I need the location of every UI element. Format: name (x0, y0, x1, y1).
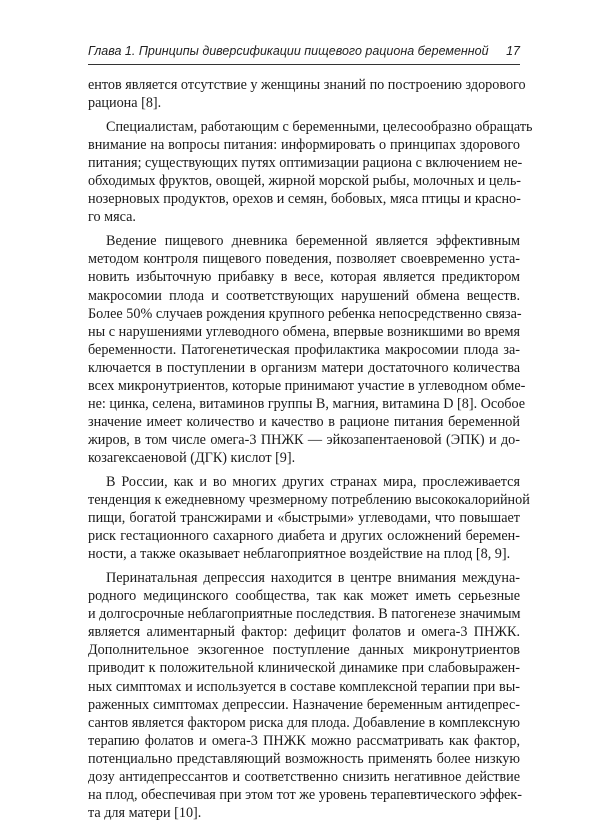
text-line: новить избыточную прибавку в весе, которая является предиктором (88, 269, 520, 286)
chapter-title: Глава 1. Принципы диверсификации пищевого рациона беременной (88, 44, 489, 58)
text-line: раженных симптомах депрессии. Назначение беременным антидепрес- (88, 696, 520, 713)
text-line: козагексаеновой (ДГК) кислот [9]. (88, 449, 296, 466)
text-line: Более 50% случаев рождения крупного ребенка непосредственно связа- (88, 305, 522, 322)
text-line: всех микронутриентов, которые принимают участие в углеводном обме- (88, 377, 526, 394)
running-header (88, 44, 520, 58)
text-line: макросомии плода и соответствующих нарушений обмена веществ. (88, 287, 520, 304)
text-line: внимание на вопросы питания: информировать о принципах здорового (88, 137, 520, 154)
text-line: та для матери [10]. (88, 804, 202, 821)
text-line: ны с нарушениями углеводного обмена, впервые возникшими во время (88, 323, 520, 340)
text-line: не: цинка, селена, витаминов группы B, магния, витамина D [8]. Особое (88, 395, 526, 412)
text-line: является алиментарный фактор: дефицит фолатов и омега-3 ПНЖК. (88, 624, 520, 641)
paragraph (88, 473, 530, 563)
text-line: терапию фолатов и омега-3 ПНЖК можно рассматривать как фактор, (88, 732, 520, 749)
paragraph (88, 118, 533, 226)
text-line: приводит к положительной клинической динамике при слабовыражен- (88, 660, 520, 677)
text-line: на плод, обеспечивая при этом тот же уровень терапевтического эффек- (88, 786, 522, 803)
text-line: Специалистам, работающим с беременными, целесообразно обращать (106, 119, 533, 136)
text-line: беременности. Патогенетическая профилактика макросомии плода за- (88, 341, 520, 358)
paragraph (88, 569, 520, 822)
text-line: жиров, в том числе омега-3 ПНЖК — эйкозапентаеновой (ЭПК) и до- (88, 431, 520, 448)
text-line: потенциально представляющий возможность применять более низкую (88, 750, 520, 767)
text-line: В России, как и во многих других странах мира, прослеживается (106, 473, 520, 490)
text-line: го мяса. (88, 209, 136, 226)
text-line: значение имеет количество и качество в рационе питания беременной (88, 413, 520, 430)
text-line: риск гестационного сахарного диабета и других осложнений беремен- (88, 528, 520, 545)
text-line: ентов является отсутствие у женщины знаний по построению здорового (88, 77, 526, 93)
text-line: Дополнительное экзогенное поступление данных микронутриентов (88, 642, 520, 659)
text-line: питания; существующих путях оптимизации рациона с включением не- (88, 155, 523, 172)
paragraph (88, 76, 526, 112)
text-line: методом контроля пищевого поведения, позволяет своевременно уста- (88, 251, 520, 268)
page-number: 17 (506, 44, 520, 58)
text-line: обходимых фруктов, овощей, жирной морской рыбы, молочных и цель- (88, 173, 522, 190)
text-line: ключается в поступлении в организм матери достаточного количества (88, 359, 520, 376)
text-line: родного медицинского сообщества, так как может иметь серьезные (88, 588, 520, 605)
text-line: тенденция к ежедневному чрезмерному потреблению высококалорийной (88, 492, 530, 509)
text-line: пищи, богатой трансжирами и «быстрыми» углеводами, что повышает (88, 510, 520, 527)
text-line: дозу антидепрессантов и соответственно снизить негативное действие (88, 768, 520, 785)
paragraph (88, 232, 526, 467)
text-line: сантов является фактором риска для плода. Добавление в комплексную (88, 714, 520, 731)
text-line: Ведение пищевого дневника беременной является эффективным (106, 233, 520, 250)
text-line: и долгосрочные неблагоприятные последствия. В патогенезе значимым (88, 606, 521, 623)
text-line: рациона [8]. (88, 95, 162, 112)
header-rule (88, 64, 520, 65)
text-line: нозерновых продуктов, орехов и семян, бобовых, мяса птицы и красно- (88, 191, 521, 208)
body-text (88, 76, 533, 828)
text-line: ных симптомах и используется в составе комплексной терапии при вы- (88, 678, 520, 695)
text-line: ности, а также оказывает неблагоприятное воздействие на плод [8, 9]. (88, 546, 511, 563)
text-line: Перинатальная депрессия находится в центре внимания междуна- (106, 570, 520, 587)
